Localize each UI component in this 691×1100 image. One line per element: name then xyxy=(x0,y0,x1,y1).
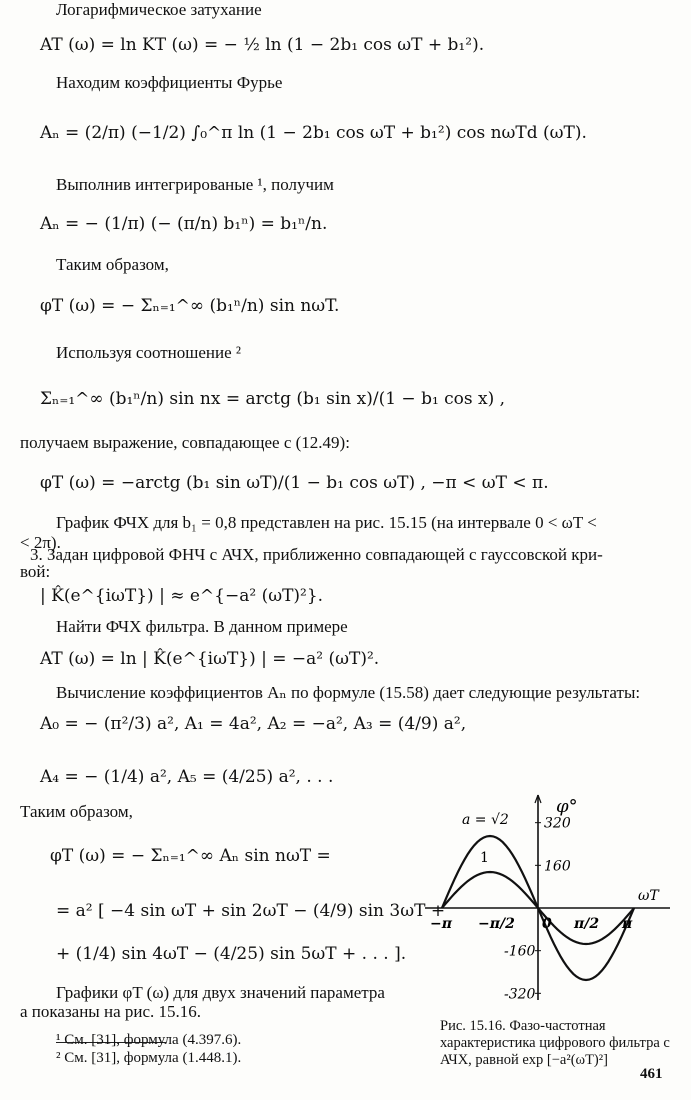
equation-13: + (1/4) sin 4ωT − (4/25) sin 5ωT + . . . ]. xyxy=(56,944,407,964)
phase-chart xyxy=(420,790,680,1015)
equation-5: Σₙ₌₁^∞ (b₁ⁿ/n) sin nx = arctg (b₁ sin x)/(1 − b₁ cos x) , xyxy=(40,389,506,409)
y-tick-label: 320 xyxy=(544,815,571,832)
text-line-25a: Графики φT (ω) для двух значений параметра xyxy=(56,983,385,1002)
equation-3: Aₙ = − (1/π) (− (π/n) b₁ⁿ) = b₁ⁿ/n. xyxy=(40,214,328,234)
text-line-14b: вой: xyxy=(20,562,51,581)
curve-label-1: 1 xyxy=(480,850,489,866)
equation-11: φT (ω) = − Σₙ₌₁^∞ Aₙ sin nωT = xyxy=(50,846,331,866)
text-line-11: получаем выражение, совпадающее с (12.49): xyxy=(20,433,350,452)
y-axis-label: φ° xyxy=(556,796,578,817)
equation-2: Aₙ = (2/π) (−1/2) ∫₀^π ln (1 − 2b₁ cos ωT + b₁²) cos nωTd (ωT). xyxy=(40,123,587,143)
text-line-1: Логарифмическое затухание xyxy=(56,0,262,19)
page-number: 461 xyxy=(640,1066,663,1082)
equation-7: | K̂(e^{iωT}) | ≈ e^{−a² (ωT)²}. xyxy=(40,586,324,606)
equation-10: A₄ = − (1/4) a², A₅ = (4/25) a², . . . xyxy=(40,767,334,787)
footnote-2: ² См. [31], формула (1.448.1). xyxy=(56,1050,242,1066)
equation-1: AT (ω) = ln KT (ω) = − ½ ln (1 − 2b₁ cos ωT + b₁²). xyxy=(40,35,485,55)
x-tick-label: −π xyxy=(430,916,452,932)
text-line-13b: < 2π). xyxy=(20,533,61,552)
text-line-14a: 3. Задан цифровой ФНЧ с АЧХ, приближенно совпадающей с гауссовской кри- xyxy=(30,545,603,564)
text-line-7: Таким образом, xyxy=(56,255,169,274)
text-line-16: Найти ФЧХ фильтра. В данном примере xyxy=(56,617,348,636)
text-line-21: Таким образом, xyxy=(20,802,133,821)
equation-8: AT (ω) = ln | K̂(e^{iωT}) | = −a² (ωT)². xyxy=(40,649,380,669)
text-line-3: Находим коэффициенты Фурье xyxy=(56,73,283,92)
figure-caption: Рис. 15.16. Фазо-частотная характеристика цифрового фильтра с АЧХ, равной exp [−a²(ωT)²] xyxy=(440,1018,670,1068)
x-tick-label: 0 xyxy=(542,916,552,932)
footnote-1: ¹ См. [31], формула (4.397.6). xyxy=(56,1032,242,1048)
equation-6: φT (ω) = −arctg (b₁ sin ωT)/(1 − b₁ cos ωT) , −π < ωT < π. xyxy=(40,473,549,493)
text-line-9: Используя соотношение ² xyxy=(56,343,242,362)
equation-4: φT (ω) = − Σₙ₌₁^∞ (b₁ⁿ/n) sin nωT. xyxy=(40,296,340,316)
x-tick-label: π xyxy=(622,916,633,932)
y-tick-label: -160 xyxy=(504,943,536,960)
text-line-13a: График ФЧХ для b₁ = 0,8 представлен на рис. 15.15 (на интервале 0 < ωT < xyxy=(56,513,597,532)
x-tick-label: π/2 xyxy=(574,916,600,932)
text-line-25b: a показаны на рис. 15.16. xyxy=(20,1002,202,1021)
equation-12: = a² [ −4 sin ωT + sin 2ωT − (4/9) sin 3ωT + xyxy=(56,901,446,921)
x-tick-label: −π/2 xyxy=(478,916,515,932)
curve-label-sqrt2: a = √2 xyxy=(462,812,509,828)
text-line-18: Вычисление коэффициентов Aₙ по формуле (15.58) дает следующие результаты: xyxy=(56,683,641,702)
y-tick-label: -320 xyxy=(504,986,536,1003)
equation-9: A₀ = − (π²/3) a², A₁ = 4a², A₂ = −a², A₃ = (4/9) a², xyxy=(40,714,467,734)
text-line-5: Выполнив интегрированые ¹, получим xyxy=(56,175,334,194)
x-axis-label: ωT xyxy=(638,888,659,904)
y-tick-label: 160 xyxy=(544,858,571,875)
